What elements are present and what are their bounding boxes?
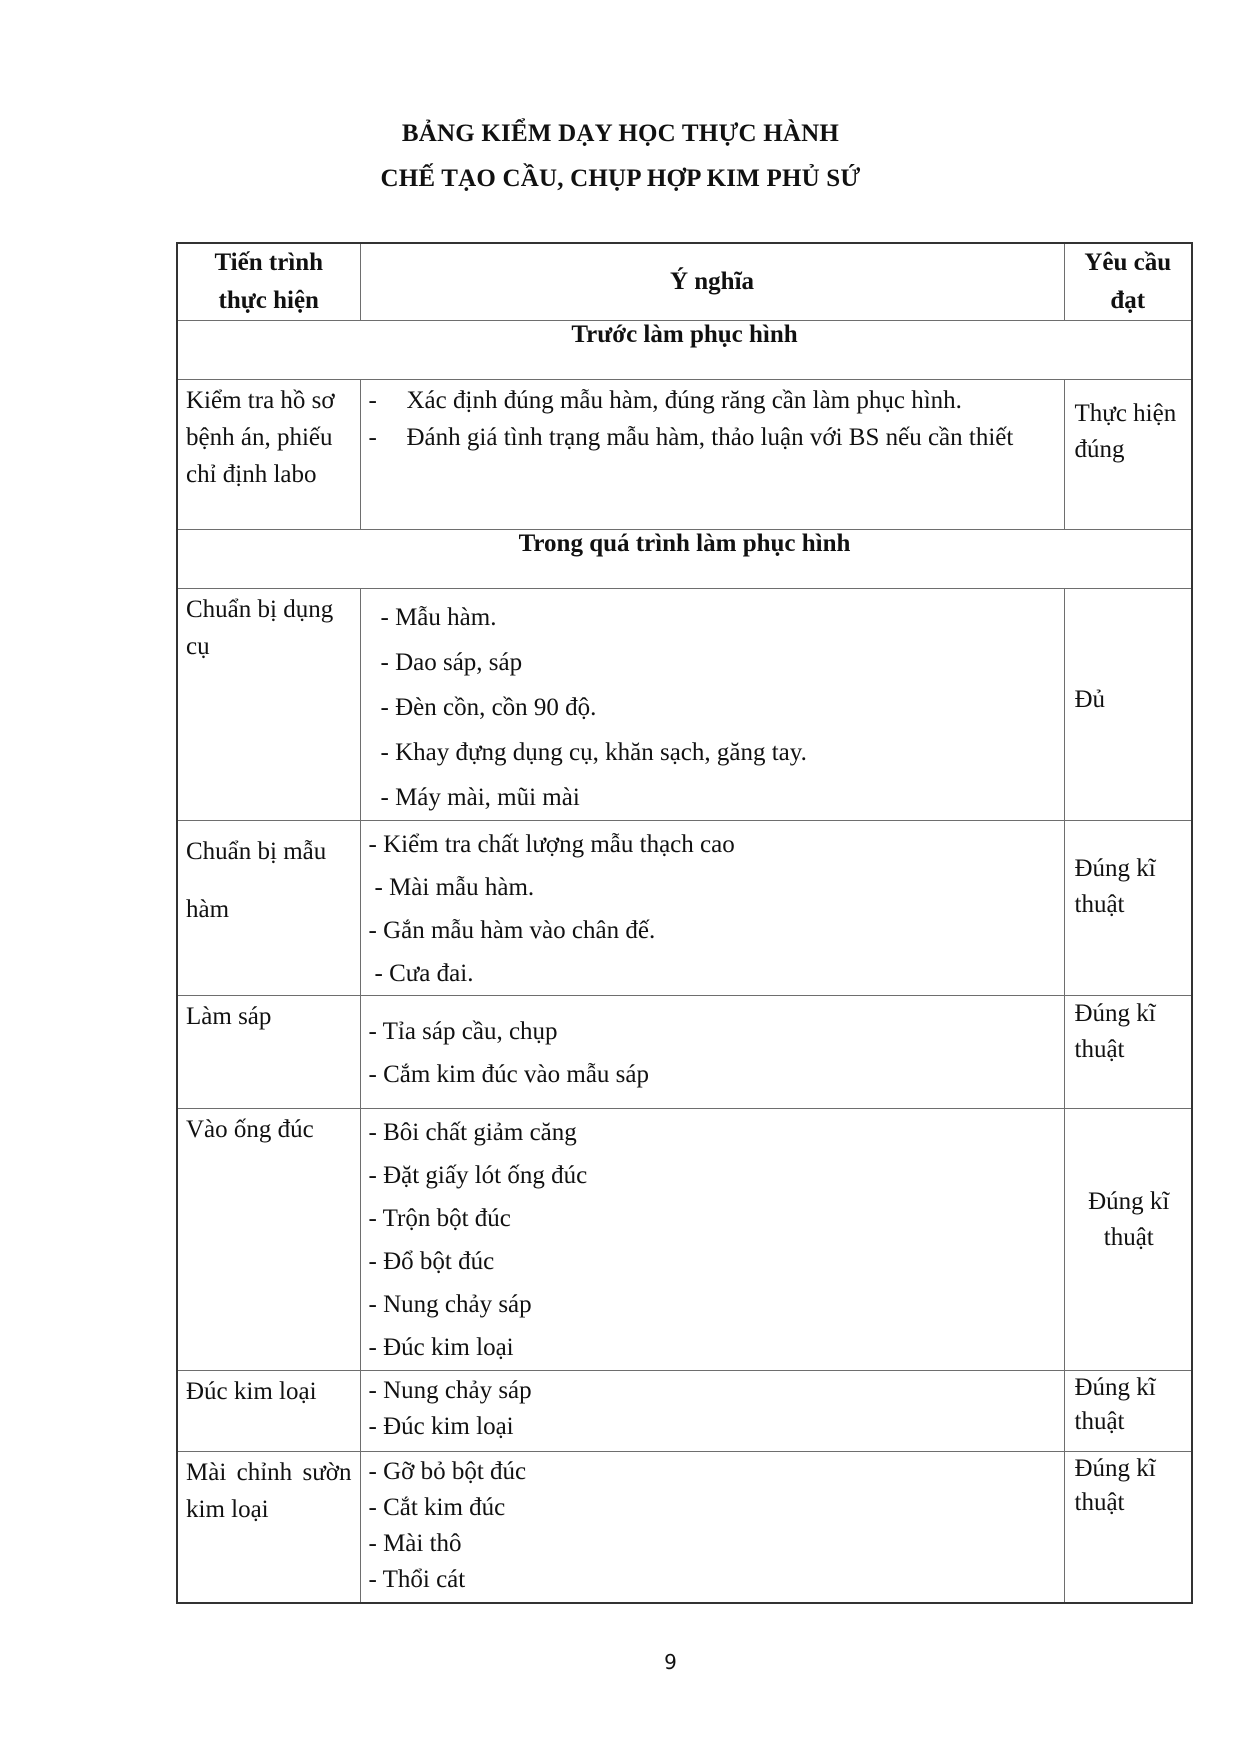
list-item: - Đúc kim loại bbox=[368, 1334, 514, 1361]
table-row bbox=[177, 1371, 1192, 1452]
list-item: - Tỉa sáp cầu, chụp bbox=[368, 1018, 558, 1045]
document-title-line2: CHẾ TẠO CẦU, CHỤP HỢP KIM PHỦ SỨ bbox=[380, 165, 861, 192]
list-item: - Gỡ bỏ bột đúc bbox=[368, 1458, 527, 1485]
list-item: - Đúc kim loại bbox=[368, 1413, 514, 1440]
list-item: - Xác định đúng mẫu hàm, đúng răng cần làm phục hình. bbox=[368, 387, 962, 414]
header-requirement bbox=[1064, 243, 1192, 321]
step-cell: Vào ống đúc bbox=[177, 1109, 360, 1371]
list-item: - Cưa đai. bbox=[374, 960, 474, 987]
item-list bbox=[369, 1454, 1056, 1598]
section-label: Trong quá trình làm phục hình bbox=[177, 530, 1192, 589]
table-row bbox=[177, 996, 1192, 1109]
list-item: - Mẫu hàm. bbox=[380, 604, 497, 631]
list-item: - Bôi chất giảm căng bbox=[368, 1119, 577, 1146]
list-item: - Cắt kim đúc bbox=[368, 1494, 506, 1521]
table-row bbox=[177, 1109, 1192, 1371]
list-item: - Đánh giá tình trạng mẫu hàm, thảo luận với BS nếu cần thiết bbox=[368, 424, 1014, 451]
requirement-cell: Đúng kĩ thuật bbox=[1064, 1371, 1192, 1452]
step-cell: Mài chỉnh sườn kim loại bbox=[177, 1452, 360, 1603]
section-label: Trước làm phục hình bbox=[177, 321, 1192, 380]
list-item: - Đèn cồn, cồn 90 độ. bbox=[380, 694, 597, 721]
items-cell bbox=[360, 1452, 1064, 1603]
step-cell: Chuẩn bị dụng cụ bbox=[177, 589, 360, 821]
header-req-line1: Yêu cầu bbox=[1084, 249, 1172, 276]
header-step bbox=[177, 243, 360, 321]
list-item: - Kiểm tra chất lượng mẫu thạch cao bbox=[368, 831, 735, 858]
item-list bbox=[369, 1373, 1056, 1445]
table-row bbox=[177, 589, 1192, 821]
list-item: - Mài mẫu hàm. bbox=[374, 874, 535, 901]
list-item: - Nung chảy sáp bbox=[368, 1377, 532, 1404]
items-cell bbox=[360, 589, 1064, 821]
header-step-line2: thực hiện bbox=[218, 287, 319, 314]
section-row bbox=[177, 530, 1192, 589]
page-number: 9 bbox=[664, 1650, 677, 1674]
requirement-cell: Đúng kĩ thuật bbox=[1064, 996, 1192, 1109]
list-item: - Đặt giấy lót ống đúc bbox=[368, 1162, 588, 1189]
requirement-cell: Đúng kĩ thuật bbox=[1064, 821, 1192, 996]
header-req-line2: đạt bbox=[1110, 287, 1146, 314]
table-row bbox=[177, 380, 1192, 530]
item-list bbox=[369, 823, 1056, 995]
step-cell: Chuẩn bị mẫu hàm bbox=[177, 821, 360, 996]
list-item: - Máy mài, mũi mài bbox=[380, 784, 580, 811]
item-list bbox=[369, 1111, 1056, 1369]
header-row bbox=[177, 243, 1192, 321]
list-item: - Cắm kim đúc vào mẫu sáp bbox=[368, 1061, 649, 1088]
requirement-cell: Đúng kĩ thuật bbox=[1064, 1109, 1192, 1371]
item-list bbox=[369, 1010, 1056, 1096]
document-title-line1: BẢNG KIỂM DẠY HỌC THỰC HÀNH bbox=[401, 120, 840, 147]
list-item: - Khay đựng dụng cụ, khăn sạch, găng tay. bbox=[380, 739, 807, 766]
table-row bbox=[177, 1452, 1192, 1603]
requirement-cell: Đúng kĩ thuật bbox=[1064, 1452, 1192, 1603]
list-item: - Mài thô bbox=[368, 1530, 462, 1557]
step-cell: Kiểm tra hồ sơ bệnh án, phiếu chỉ định labo bbox=[177, 380, 360, 530]
list-item: - Thổi cát bbox=[368, 1566, 466, 1593]
items-cell bbox=[360, 996, 1064, 1109]
list-item: - Dao sáp, sáp bbox=[380, 649, 523, 676]
items-cell bbox=[360, 821, 1064, 996]
list-item: - Trộn bột đúc bbox=[368, 1205, 511, 1232]
requirement-cell: Thực hiện đúng bbox=[1064, 380, 1192, 530]
list-item: - Gắn mẫu hàm vào chân đế. bbox=[368, 917, 656, 944]
step-cell: Đúc kim loại bbox=[177, 1371, 360, 1452]
items-cell bbox=[360, 380, 1064, 530]
requirement-cell: Đủ bbox=[1064, 589, 1192, 821]
step-cell: Làm sáp bbox=[177, 996, 360, 1109]
items-cell bbox=[360, 1109, 1064, 1371]
list-item: - Đổ bột đúc bbox=[368, 1248, 495, 1275]
item-list bbox=[381, 595, 1056, 820]
items-cell bbox=[360, 1371, 1064, 1452]
header-step-line1: Tiến trình bbox=[214, 249, 324, 276]
checklist-table bbox=[176, 242, 1193, 1604]
header-meaning: Ý nghĩa bbox=[360, 243, 1064, 321]
list-item: - Nung chảy sáp bbox=[368, 1291, 532, 1318]
item-list bbox=[369, 382, 1058, 456]
section-row bbox=[177, 321, 1192, 380]
table-row bbox=[177, 821, 1192, 996]
